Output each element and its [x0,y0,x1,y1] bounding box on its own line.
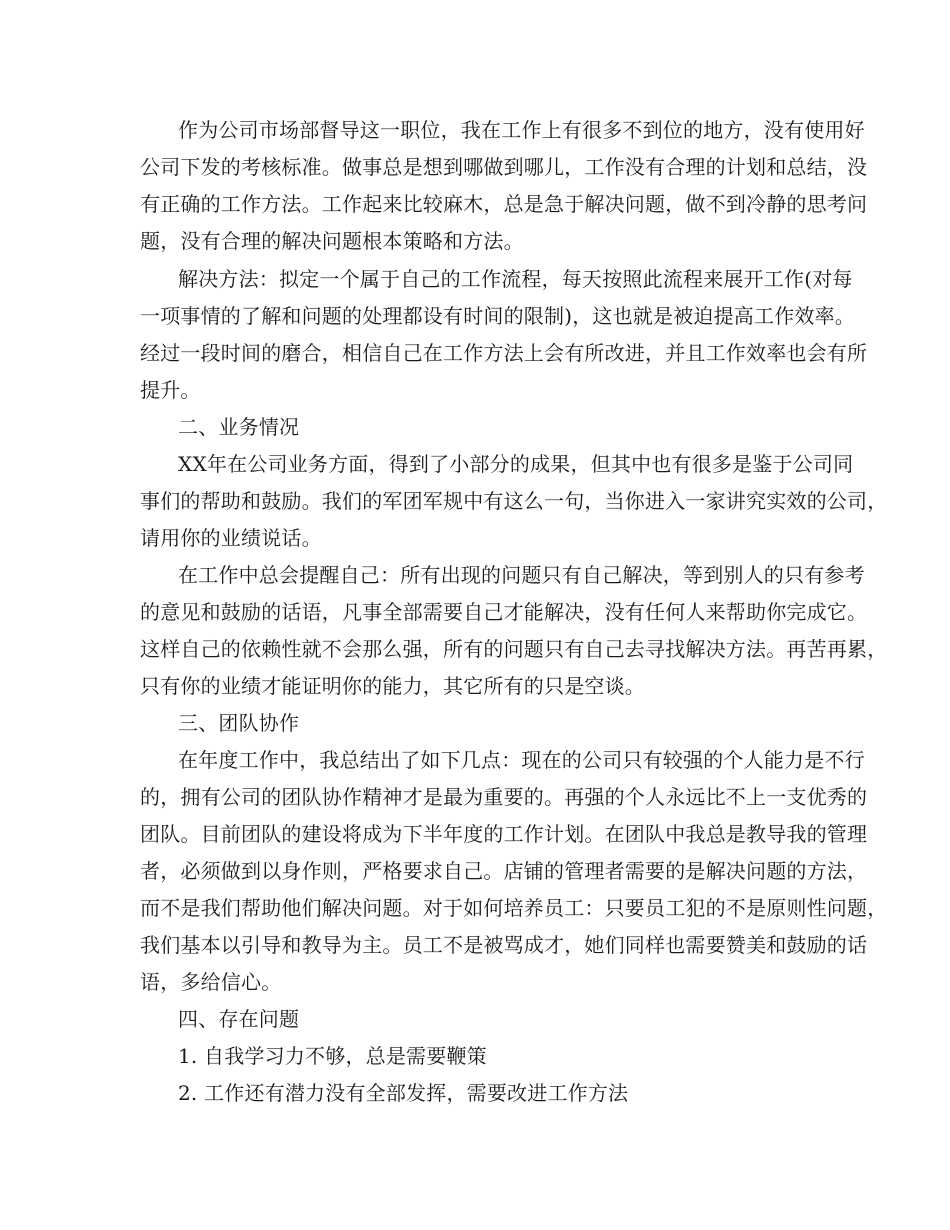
paragraph-line: 解决方法：拟定一个属于自己的工作流程，每天按照此流程来展开工作(对每 [178,267,853,291]
paragraph-line: 事们的帮助和鼓励。我们的军团军规中有这么一句，当你进入一家讲究实效的公司， [140,489,888,513]
section-heading: 二、业务情况 [178,415,300,439]
paragraph-line: 者，必须做到以身作则，严格要求自己。店铺的管理者需要的是解决问题的方法， [140,859,868,883]
list-item: 2. 工作还有潜力没有全部发挥，需要改进工作方法 [178,1081,629,1105]
paragraph-line: 这样自己的依赖性就不会那么强，所有的问题只有自己去寻找解决方法。再苦再累， [140,637,888,661]
list-item: 1. 自我学习力不够，总是需要鞭策 [178,1044,487,1068]
paragraph-line: 而不是我们帮助他们解决问题。对于如何培养员工：只要员工犯的不是原则性问题， [140,896,888,920]
paragraph-line: 请用你的业绩说话。 [140,526,322,550]
paragraph-line: 我们基本以引导和教导为主。员工不是被骂成才，她们同样也需要赞美和鼓励的话 [140,933,868,957]
paragraph-line: 作为公司市场部督导这一职位，我在工作上有很多不到位的地方，没有使用好 [178,118,865,142]
paragraph-line: 的意见和鼓励的话语，凡事全部需要自己才能解决，没有任何人来帮助你完成它。 [140,600,868,624]
paragraph-line: 题，没有合理的解决问题根本策略和方法。 [140,229,524,253]
paragraph-line: 一项事情的了解和问题的处理都设有时间的限制)，这也就是被迫提高工作效率。 [140,304,856,328]
paragraph-line: 有正确的工作方法。工作起来比较麻木，总是急于解决问题，做不到冷静的思考问 [140,192,868,216]
paragraph-line: 公司下发的考核标准。做事总是想到哪做到哪儿，工作没有合理的计划和总结，没 [140,155,868,179]
paragraph-line: 在年度工作中，我总结出了如下几点：现在的公司只有较强的个人能力是不行 [178,748,865,772]
paragraph-line: 只有你的业绩才能证明你的能力，其它所有的只是空谈。 [140,674,645,698]
paragraph-line: 经过一段时间的磨合，相信自己在工作方法上会有所改进，并且工作效率也会有所 [140,341,868,365]
paragraph-line: 团队。目前团队的建设将成为下半年度的工作计划。在团队中我总是教导我的管理 [140,822,868,846]
paragraph-line: 语，多给信心。 [140,970,282,994]
paragraph-line: 提升。 [140,378,201,402]
paragraph-line: 的，拥有公司的团队协作精神才是最为重要的。再强的个人永远比不上一支优秀的 [140,785,868,809]
section-heading: 四、存在问题 [178,1007,300,1031]
paragraph-line: XX年在公司业务方面，得到了小部分的成果，但其中也有很多是鉴于公司同 [178,452,854,476]
section-heading: 三、团队协作 [178,711,300,735]
paragraph-line: 在工作中总会提醒自己：所有出现的问题只有自己解决，等到别人的只有参考 [178,563,865,587]
